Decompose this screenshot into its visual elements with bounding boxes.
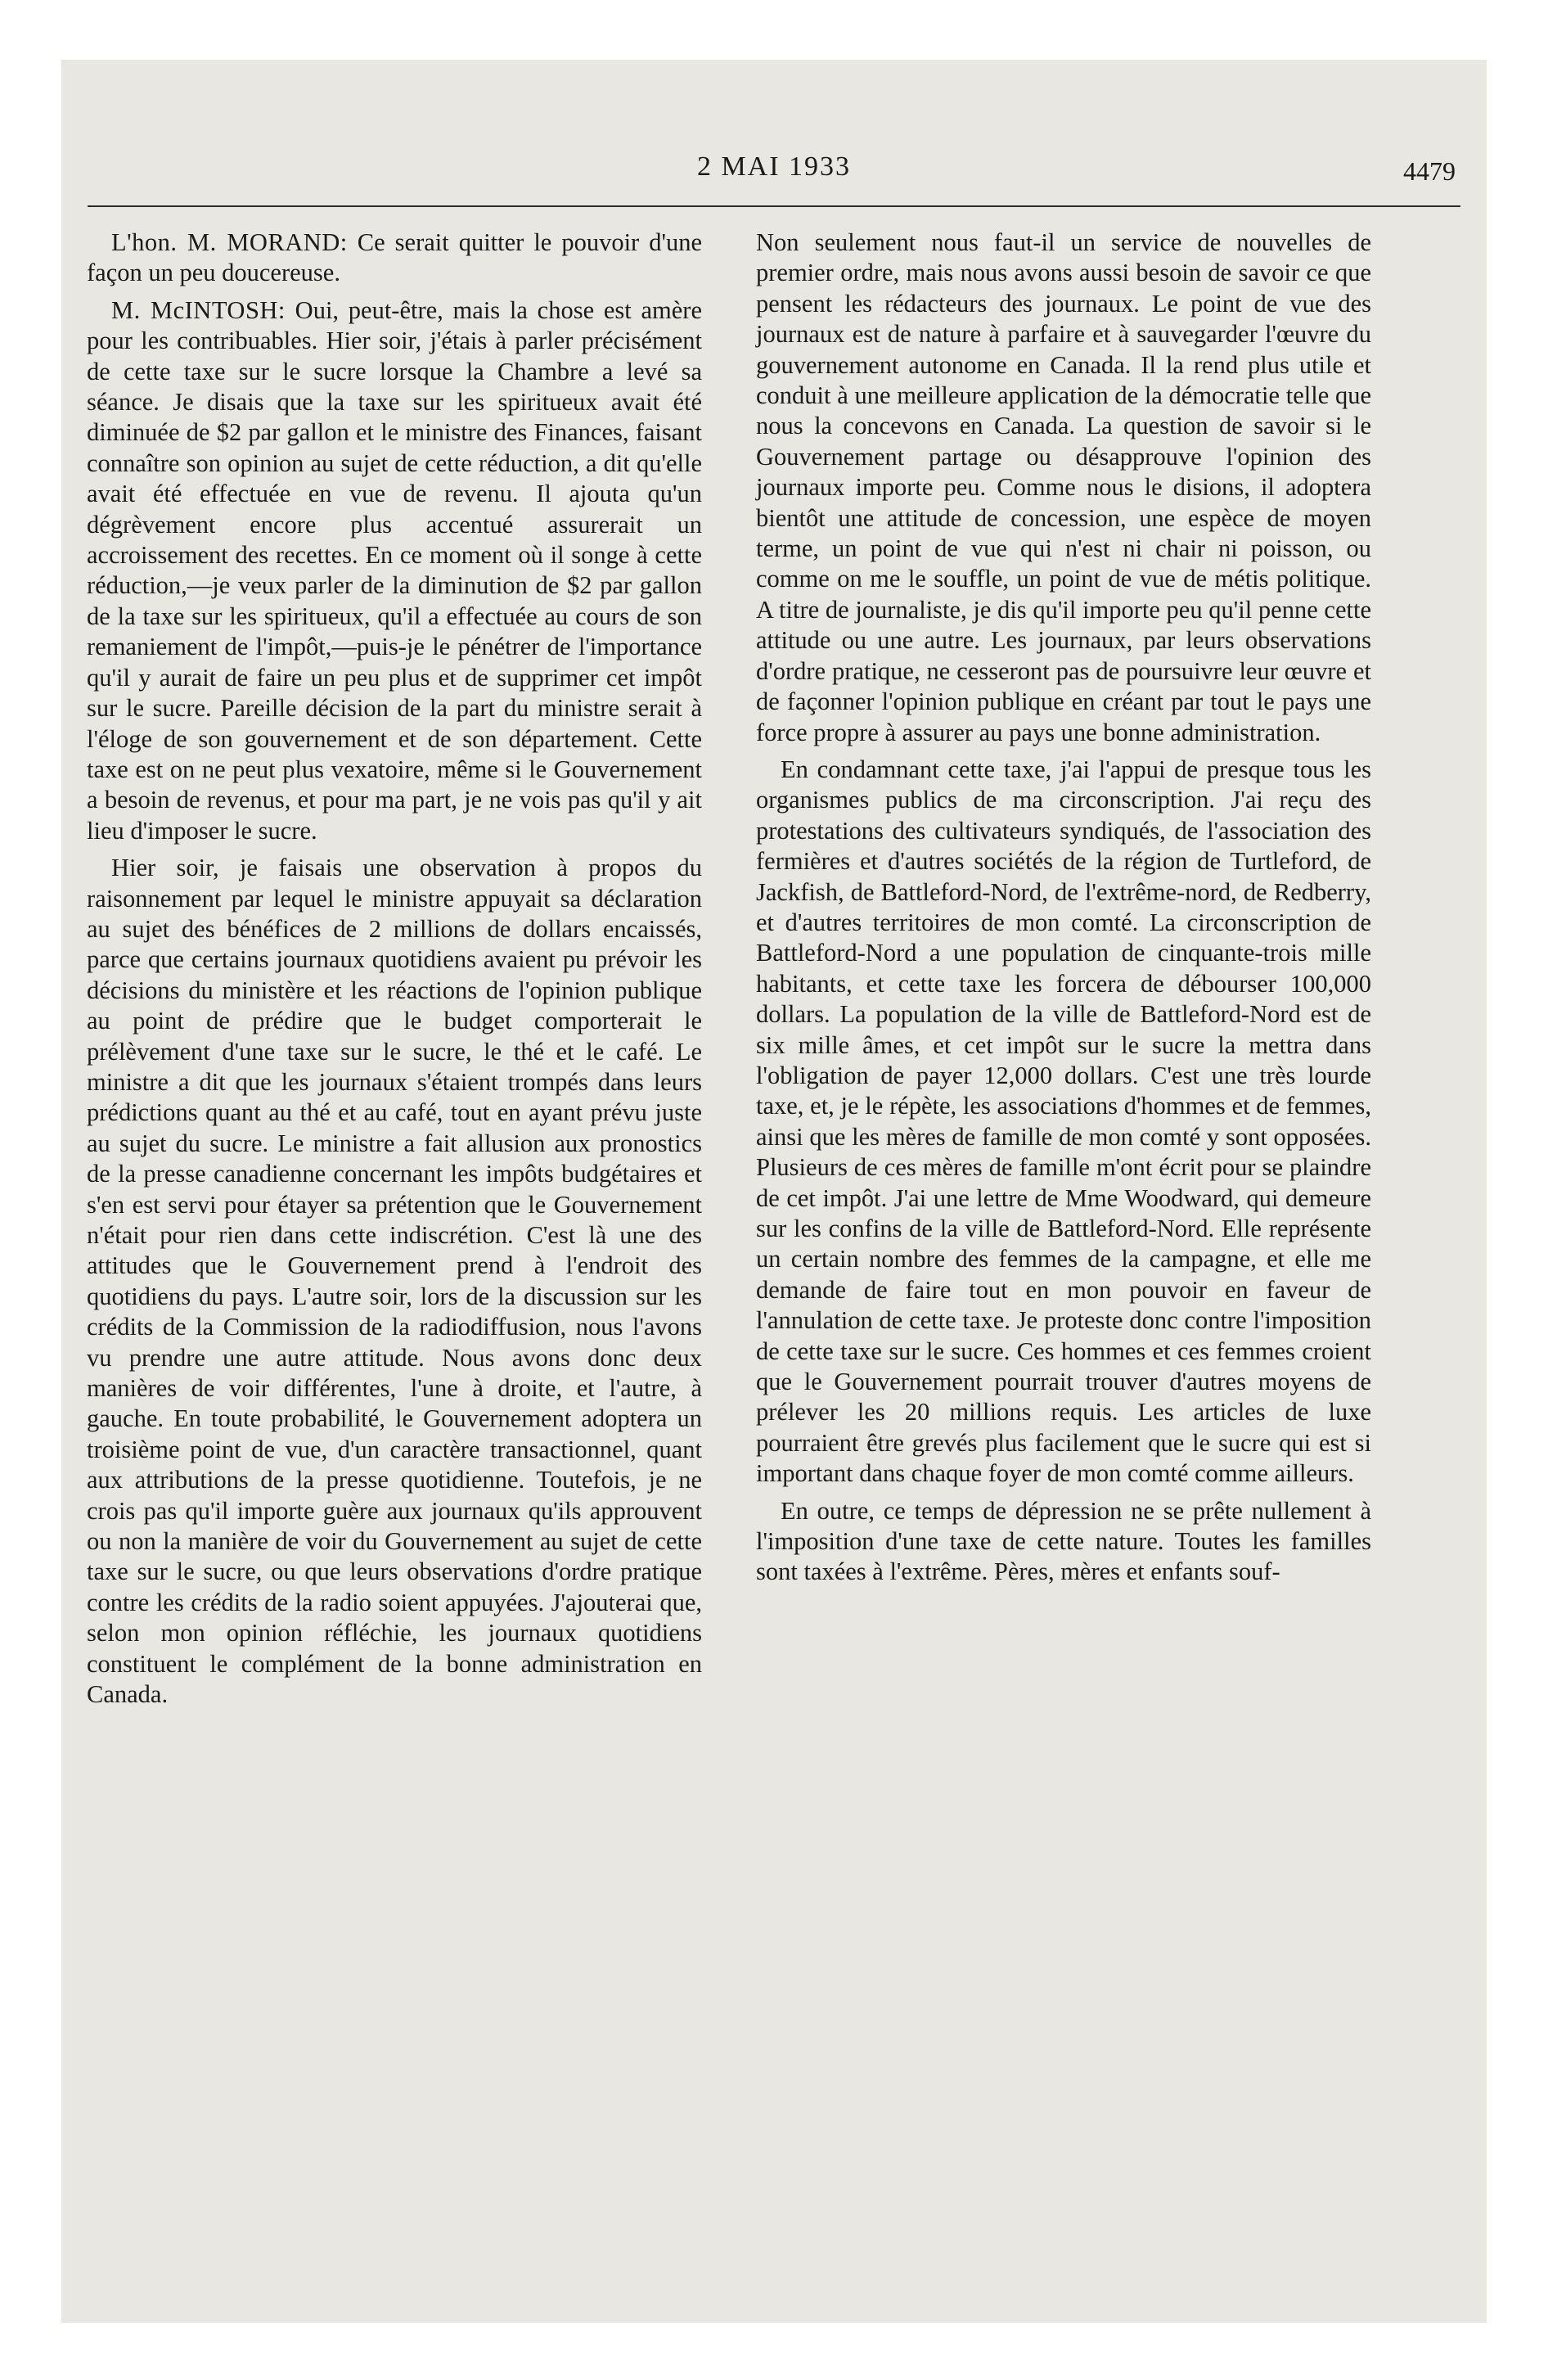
left-column	[87, 228, 702, 1711]
header-rule	[88, 205, 1460, 207]
page-header	[61, 151, 1487, 201]
scanned-page	[61, 60, 1487, 2323]
paragraph	[756, 755, 1371, 1490]
paragraph-text: Oui, peut-être, mais la chose est amère pour les contribuables. Hier soir, j'étais à parler précisément de cette taxe sur le sucre lorsque la Chambre a levé sa séance. Je disais que la taxe sur les spiritueux avait été diminuée de $2 par gallon et le ministre des Finances, faisant connaître son opinion au sujet de cette réduction, a dit qu'elle avait été effectuée en vue de revenu. Il ajouta qu'un dégrèvement encore plus accentué assurerait un accroissement des recettes. En ce moment où il songe à cette réduction,—je veux parler de la diminution de $2 par gallon de la taxe sur les spiritueux, qu'il a effectuée au cours de son remaniement de l'impôt,—puis-je le pénétrer de l'importance qu'il y aurait de faire un peu plus et de supprimer cet impôt sur le sucre. Pareille décision de la part du ministre serait à l'éloge de son gouvernement et de son département. Cette taxe est on ne peut plus vexatoire, même si le Gouvernement a besoin de revenus, et pour ma part, je ne vois pas qu'il y ait lieu d'imposer le sucre.	[87, 295, 703, 845]
right-column	[756, 228, 1371, 1588]
page-date: 2 MAI 1933	[696, 151, 852, 182]
paragraph-text: En outre, ce temps de dépression ne se prête nullement à l'imposition d'une taxe de cette nature. Toutes les familles sont taxées à l'extrême. Pères, mères et enfants souf-	[756, 1496, 1371, 1586]
paragraph	[756, 1496, 1371, 1588]
paragraph	[87, 853, 702, 1710]
speaker-name: M. McINTOSH:	[111, 295, 286, 324]
paragraph-text: En condamnant cette taxe, j'ai l'appui de presque tous les organismes publics de ma circonscription. J'ai reçu des protestations des cultivateurs syndiqués, de l'association des fermières et d'autres sociétés de la région de Turtleford, de Jackfish, de Battleford-Nord, de l'extrême-nord, de Redberry, et d'autres territoires de mon comté. La circonscription de Battleford-Nord a une population de cinquante-trois mille habitants, et cette taxe les forcera de débourser 100,000 dollars. La population de la ville de Battleford-Nord est de six mille âmes, et cet impôt sur le sucre la mettra dans l'obligation de payer 12,000 dollars. C'est une très lourde taxe, et, je le répète, les associations d'hommes et de femmes, ainsi que les mères de famille de mon comté y sont opposées. Plusieurs de ces mères de famille m'ont écrit pour se plaindre de cet impôt. J'ai une lettre de Mme Woodward, qui demeure sur les confins de la ville de Battleford-Nord. Elle représente un certain nombre des femmes de la campagne, et elle me demande de faire tout en mon pouvoir en faveur de l'annulation de cette taxe. Je proteste donc contre l'imposition de cette taxe sur le sucre. Ces hommes et ces femmes croient que le Gouvernement pourrait trouver d'autres moyens de prélever les 20 millions requis. Les articles de luxe pourraient être grevés plus facilement que le sucre qui est si important dans chaque foyer de mon comté comme ailleurs.	[756, 755, 1371, 1488]
page-number: 4479	[1403, 156, 1456, 186]
paragraph	[87, 228, 702, 289]
speaker-name: L'hon. M. MORAND:	[111, 228, 348, 256]
paragraph-text: Ce serait quitter le pouvoir d'une façon un peu doucereuse.	[87, 228, 702, 287]
paragraph	[756, 228, 1371, 748]
paragraph-text: Non seulement nous faut-il un service de nouvelles de premier ordre, mais nous avons aussi besoin de savoir ce que pensent les rédacteurs des journaux. Le point de vue des journaux est de nature à parfaire et à sauvegarder l'œuvre du gouvernement autonome en Canada. Il la rend plus utile et conduit à une meilleure application de la démocratie telle que nous la concevons en Canada. La question de savoir si le Gouvernement partage ou désapprouve l'opinion des journaux importe peu. Comme nous le disions, il adoptera bientôt une attitude de concession, une espèce de moyen terme, un point de vue qui n'est ni chair ni poisson, ou comme on me le souffle, un point de vue de métis politique. A titre de journaliste, je dis qu'il importe peu qu'il penne cette attitude ou une autre. Les journaux, par leurs observations d'ordre pratique, ne cesseront pas de poursuivre leur œuvre et de façonner l'opinion publique en créant par tout le pays une force propre à assurer au pays une bonne administration.	[756, 228, 1371, 746]
paragraph-text: Hier soir, je faisais une observation à propos du raisonnement par lequel le ministre appuyait sa déclaration au sujet des bénéfices de 2 millions de dollars encaissés, parce que certains journaux quotidiens avaient pu prévoir les décisions du ministère et les réactions de l'opinion publique au point de prédire que le budget comporterait le prélèvement d'une taxe sur le sucre, le thé et le café. Le ministre a dit que les journaux s'étaient trompés dans leurs prédictions quant au thé et au café, tout en ayant prévu juste au sujet du sucre. Le ministre a fait allusion aux pronostics de la presse canadienne concernant les impôts budgétaires et s'en est servi pour étayer sa prétention que le Gouvernement n'était pour rien dans cette indiscrétion. C'est là une des attitudes que le Gouvernement prend à l'endroit des quotidiens du pays. L'autre soir, lors de la discussion sur les crédits de la Commission de la radiodiffusion, nous l'avons vu prendre une autre attitude. Nous avons donc deux manières de voir différentes, l'une à droite, et l'autre, à gauche. En toute probabilité, le Gouvernement adoptera un troisième point de vue, d'un caractère transactionnel, quant aux attributions de la presse quotidienne. Toutefois, je ne crois pas qu'il importe guère aux journaux qu'ils approuvent ou non la manière de voir du Gouvernement au sujet de cette taxe sur le sucre, ou que leurs observations d'ordre pratique contre les crédits de la radio soient appuyées. J'ajouterai que, selon mon opinion réfléchie, les journaux quotidiens constituent le complément de la bonne administration en Canada.	[87, 854, 702, 1709]
paragraph	[87, 295, 702, 846]
